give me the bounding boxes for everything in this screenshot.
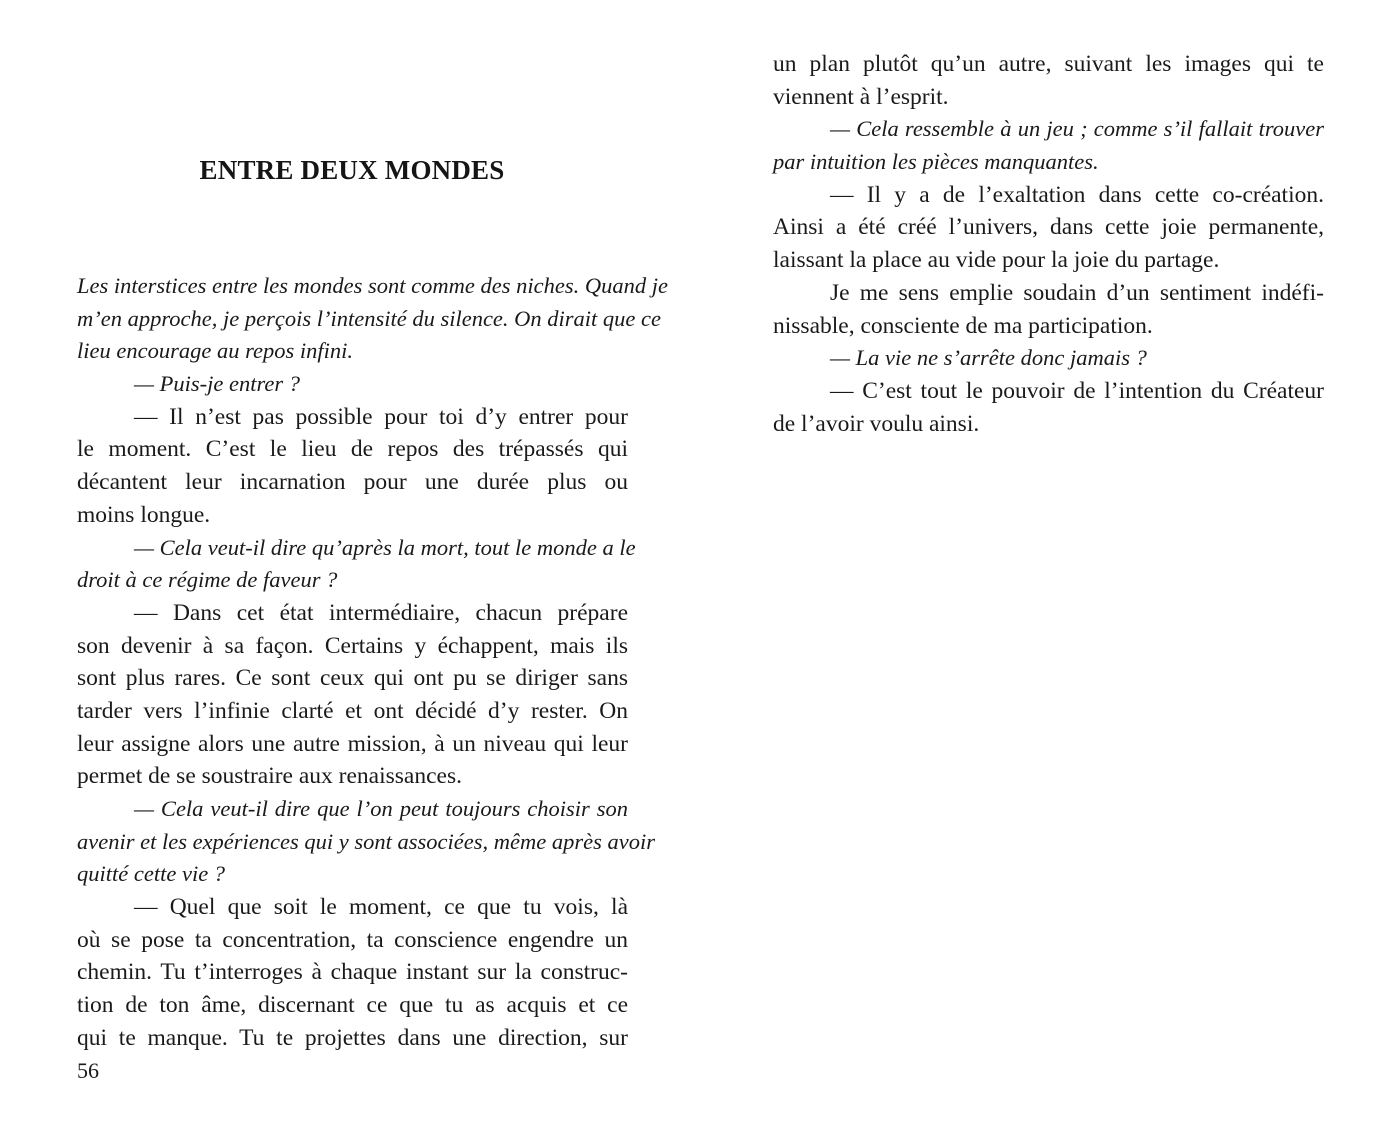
text-line: droit à ce régime de faveur ? (77, 567, 338, 593)
text-line: — Cela veut-il dire qu’après la mort, tout le monde a le (134, 534, 636, 560)
right-page-body (773, 48, 1324, 440)
text-line: laissant la place au vide pour la joie du partage. (773, 247, 1220, 274)
text-line: — Cela ressemble à un jeu ; comme s’il fallait trouver (830, 116, 1324, 142)
text-line: chemin. Tu t’interroges à chaque instant sur la construc- (77, 959, 628, 986)
text-line: — Puis-je entrer ? (134, 371, 301, 397)
text-line: Je me sens emplie soudain d’un sentiment indéfi- (830, 279, 1324, 306)
text-line: par intuition les pièces manquantes. (773, 149, 1099, 175)
text-line: m’en approche, je perçois l’intensité du silence. On dirait que ce (77, 305, 662, 331)
right-page (700, 0, 1400, 1133)
text-line: son devenir à sa façon. Certains y échappent, mais ils (77, 632, 628, 659)
text-line: — La vie ne s’arrête donc jamais ? (830, 345, 1147, 371)
left-page-body (77, 270, 668, 1055)
text-line: — C’est tout le pouvoir de l’intention du Créateur (830, 377, 1324, 404)
chapter-title: ENTRE DEUX MONDES (199, 155, 505, 185)
text-line: quitté cette vie ? (77, 861, 226, 887)
text-line: Les interstices entre les mondes sont comme des niches. Quand je (77, 273, 668, 298)
text-line: leur assigne alors une autre mission, à un niveau qui leur (77, 730, 628, 757)
text-line: — Il n’est pas possible pour toi d’y entrer pour (134, 403, 628, 430)
text-line: décantent leur incarnation pour une durée plus ou (77, 469, 628, 496)
page-number: 56 (77, 1058, 99, 1083)
text-line: lieu encourage au repos infini. (77, 338, 353, 364)
text-line: permet de se soustraire aux renaissances. (77, 763, 462, 790)
text-line: un plan plutôt qu’un autre, suivant les images qui te (773, 51, 1324, 77)
text-line: nissable, consciente de ma participation. (773, 312, 1153, 339)
text-line: le moment. C’est le lieu de repos des trépassés qui (77, 436, 628, 463)
text-line: — Quel que soit le moment, ce que tu vois, là (134, 894, 628, 921)
text-line: — Il y a de l’exaltation dans cette co-création. (830, 181, 1324, 208)
text-line: tion de ton âme, discernant ce que tu as acquis et ce (77, 992, 628, 1019)
text-line: Ainsi a été créé l’univers, dans cette joie permanente, (773, 214, 1324, 241)
text-line: — Dans cet état intermédiaire, chacun prépare (134, 599, 628, 626)
text-line: où se pose ta concentration, ta conscience engendre un (77, 926, 628, 953)
text-line: de l’avoir voulu ainsi. (773, 410, 980, 437)
text-line: moins longue. (77, 501, 211, 528)
text-line: viennent à l’esprit. (773, 83, 949, 110)
text-line: — Cela veut-il dire que l’on peut toujours choisir son (134, 796, 628, 821)
text-line: qui te manque. Tu te projettes dans une direction, sur (77, 1024, 628, 1051)
text-line: avenir et les expériences qui y sont associées, même après avoir (77, 828, 655, 854)
text-line: tarder vers l’infinie clarté et ont décidé d’y rester. On (77, 697, 628, 724)
text-line: sont plus rares. Ce sont ceux qui ont pu se diriger sans (77, 665, 628, 692)
